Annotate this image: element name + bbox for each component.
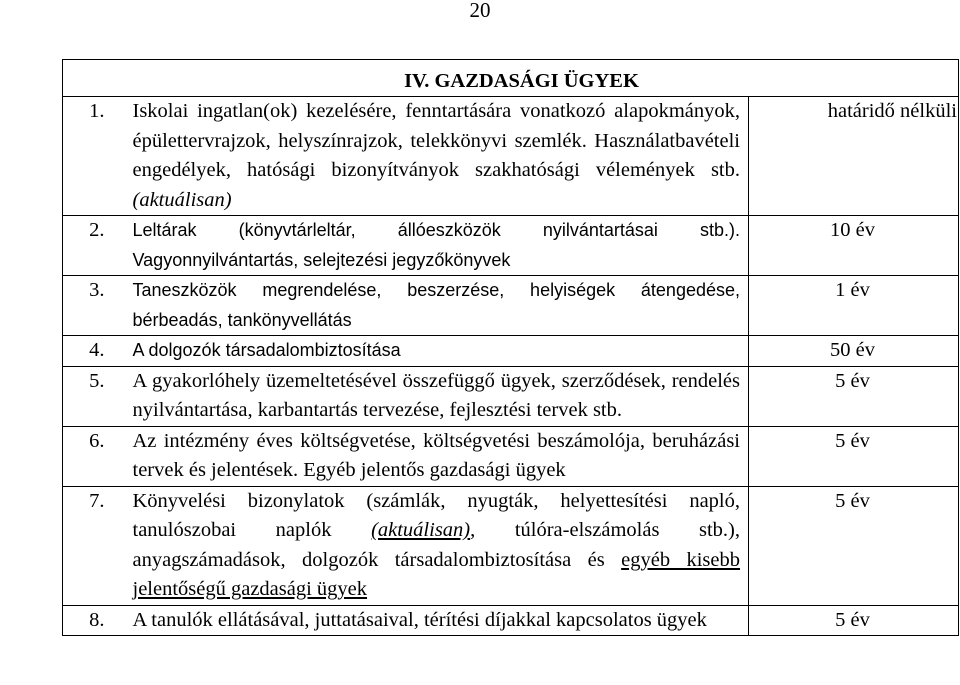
row-deadline: határidő nélküli [749, 97, 959, 216]
row-number: 8. [63, 605, 131, 636]
row-deadline: 5 év [749, 486, 959, 605]
table-row [63, 486, 959, 605]
table-row [63, 426, 959, 486]
table-row [63, 605, 959, 636]
row-description: A dolgozók társadalombiztosítása [131, 336, 749, 367]
table-row [63, 97, 959, 216]
row-description-text: Iskolai ingatlan(ok) kezelésére, fenntartására vonatkozó alapokmányok, épülettervrajzok, helyszínrajzok, telekkönyvi szemlék. Használatbavételi engedélyek, hatósági bizonyítványok szakhatósági vélemények stb. [132, 100, 740, 181]
row-deadline: 5 év [749, 366, 959, 426]
section-header-row [63, 60, 959, 97]
row-number: 2. [63, 216, 131, 276]
row-number: 1. [63, 97, 131, 216]
row-number: 7. [63, 486, 131, 605]
table-row [63, 336, 959, 367]
row-deadline: 50 év [749, 336, 959, 367]
row-description: Taneszközök megrendelése, beszerzése, helyiségek átengedése, bérbeadás, tankönyvellátás [131, 276, 749, 336]
row-deadline: 5 év [749, 426, 959, 486]
row-number: 3. [63, 276, 131, 336]
row-description: Leltárak (könyvtárleltár, állóeszközök nyilvántartásai stb.). Vagyonnyilvántartás, selejtezési jegyzőkönyvek [131, 216, 749, 276]
row-description: Az intézmény éves költségvetése, költségvetési beszámolója, beruházási tervek és jelentések. Egyéb jelentős gazdasági ügyek [131, 426, 749, 486]
row-description-italic: (aktuálisan) [132, 188, 232, 211]
row-description-underlined: egyéb kisebb jelentőségű gazdasági ügyek [132, 548, 741, 600]
row-number: 6. [63, 426, 131, 486]
table-row [63, 216, 959, 276]
table-row [63, 276, 959, 336]
row-description: A tanulók ellátásával, juttatásaival, térítési díjakkal kapcsolatos ügyek [131, 605, 749, 636]
row-deadline: 10 év [749, 216, 959, 276]
row-description-text-cont: , túlóra-elszámolás stb.), anyagszámadások, dolgozók társadalombiztosítása és [132, 519, 740, 571]
table-row [63, 366, 959, 426]
row-deadline: 5 év [749, 605, 959, 636]
row-number: 5. [63, 366, 131, 426]
page-number: 20 [469, 0, 491, 22]
row-description [131, 97, 749, 216]
row-description [131, 486, 749, 605]
row-number: 4. [63, 336, 131, 367]
row-description-text: Könyvelési bizonylatok (számlák, nyugták, helyettesítési napló, tanulószobai naplók [132, 489, 740, 541]
section-title: IV. GAZDASÁGI ÜGYEK [63, 60, 959, 97]
row-deadline: 1 év [749, 276, 959, 336]
retention-table [62, 59, 959, 636]
row-description: A gyakorlóhely üzemeltetésével összefüggő ügyek, szerződések, rendelés nyilvántartása, karbantartás tervezése, fejlesztési tervek stb. [131, 366, 749, 426]
row-description-italic: (aktuálisan) [371, 519, 471, 541]
